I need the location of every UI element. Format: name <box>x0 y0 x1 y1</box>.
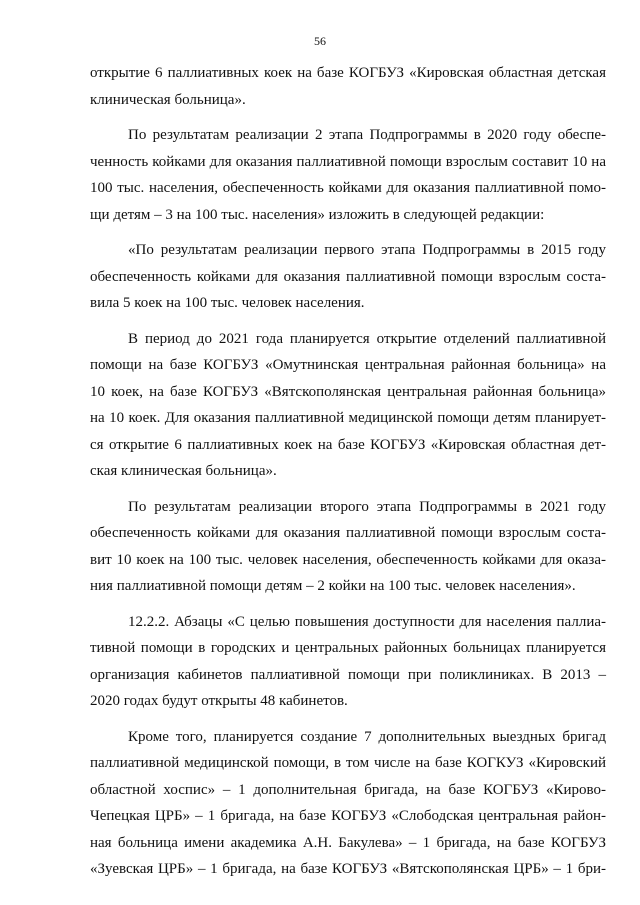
text-line: 10 коек, на базе КОГБУЗ «Вятскополянская центральная районная больница» <box>90 383 606 400</box>
text-line: «Зуевская ЦРБ» – 1 бригада, на базе КОГБУЗ «Вятскополянская ЦРБ» – 1 бри- <box>90 861 606 877</box>
text-line: паллиативной медицинской помощи, в том числе на базе КОГКУЗ «Кировский <box>90 755 606 771</box>
paragraph <box>90 237 606 317</box>
text-line: Чепецкая ЦРБ» – 1 бригада, на базе КОГБУЗ «Слободская центральная район- <box>90 808 606 824</box>
text-line: 100 тыс. населения, обеспеченность койками для оказания паллиативной помо- <box>90 180 606 196</box>
text-line: организация кабинетов паллиативной помощи при поликлиниках. В 2013 – <box>90 666 606 683</box>
text-line: ния паллиативной помощи детям – 2 койки на 100 тыс. человек населения». <box>90 578 576 594</box>
document-body <box>90 60 606 892</box>
text-line: ская клиническая больница». <box>90 463 277 479</box>
text-line: Кроме того, планируется создание 7 дополнительных выездных бригад <box>128 728 606 745</box>
text-line: областной хоспис» – 1 дополнительная бригада, на базе КОГБУЗ «Кирово- <box>90 781 606 798</box>
text-line: тивной помощи в городских и центральных районных больницах планируется <box>90 640 606 656</box>
text-line: ная больница имени академика А.Н. Бакулева» – 1 бригада, на базе КОГБУЗ <box>90 834 606 851</box>
text-line: обеспеченность койками для оказания паллиативной помощи взрослым соста- <box>90 525 606 541</box>
text-line: ченность койками для оказания паллиативной помощи взрослым составит 10 на <box>90 153 606 170</box>
text-line: По результатам реализации второго этапа Подпрограммы в 2021 году <box>128 498 606 515</box>
text-line: «По результатам реализации первого этапа Подпрограммы в 2015 году <box>128 242 606 258</box>
paragraph <box>90 326 606 485</box>
text-line: вила 5 коек на 100 тыс. человек населения. <box>90 295 365 311</box>
text-line: ся открытие 6 паллиативных коек на базе КОГБУЗ «Кировская областная дет- <box>90 436 606 453</box>
text-line: обеспеченность койками для оказания паллиативной помощи взрослым соста- <box>90 268 606 285</box>
text-line: клиническая больница». <box>90 91 246 108</box>
text-line: По результатам реализации 2 этапа Подпрограммы в 2020 году обеспе- <box>128 127 606 143</box>
text-line: открытие 6 паллиативных коек на базе КОГБУЗ «Кировская областная детская <box>90 65 606 81</box>
page-number: 56 <box>314 34 326 48</box>
paragraph <box>90 609 606 715</box>
text-line: щи детям – 3 на 100 тыс. населения» изложить в следующей редакции: <box>90 206 545 223</box>
text-line: вит 10 коек на 100 тыс. человек населения, обеспеченность койками для оказа- <box>90 551 606 568</box>
paragraph <box>90 122 606 228</box>
text-line: помощи на базе КОГБУЗ «Омутнинская центральная районная больница» на <box>90 357 606 373</box>
text-line: В период до 2021 года планируется открытие отделений паллиативной <box>128 330 606 347</box>
text-line: на 10 коек. Для оказания паллиативной медицинской помощи детям планирует- <box>90 410 606 426</box>
text-line: 12.2.2. Абзацы «С целью повышения доступности для населения паллиа- <box>128 613 606 630</box>
paragraph <box>90 724 606 883</box>
paragraph <box>90 494 606 600</box>
text-line: 2020 годах будут открыты 48 кабинетов. <box>90 693 348 709</box>
paragraph <box>90 60 606 113</box>
